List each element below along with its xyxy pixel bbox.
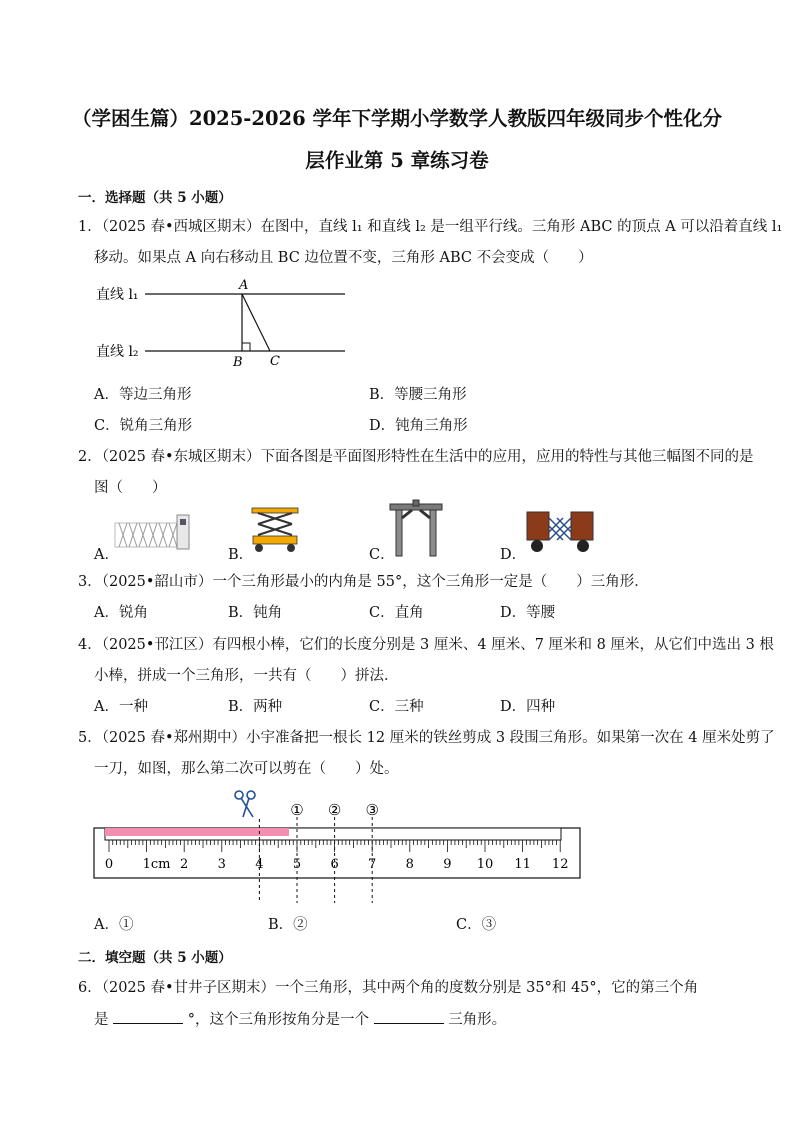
- ruler-circle-mark: ③: [365, 801, 379, 819]
- section-heading-fill: 二．填空题（共 5 小题）: [78, 950, 232, 966]
- page-title-line1: （学困生篇）2025-2026 学年下学期小学数学人教版四年级同步个性化分: [72, 107, 722, 130]
- ruler-number: 5: [292, 857, 302, 872]
- ruler-number: 1cm: [142, 857, 171, 872]
- ruler-number: 6: [330, 857, 339, 872]
- q1-text-line2: 移动。如果点 A 向右移动且 BC 边位置不变，三角形 ABC 不会变成（ ）: [94, 250, 593, 266]
- q5-ruler-figure: [90, 785, 590, 905]
- truck-fence-image: [525, 506, 595, 554]
- q4-text-line1: 4．（2025•邗江区）有四根小棒，它们的长度分别是 3 厘米、4 厘米、7 厘米和 8 厘米，从它们中选出 3 根: [78, 637, 774, 653]
- q2-option-d[interactable]: D．: [500, 547, 527, 563]
- ruler-number: 4: [255, 857, 264, 872]
- q4-option-d[interactable]: D．四种: [500, 699, 556, 715]
- ruler-number: 9: [443, 857, 452, 872]
- q1-parallel-lines-figure: [90, 276, 360, 371]
- ruler-number: 10: [476, 857, 494, 872]
- q2-option-a[interactable]: A．: [94, 547, 119, 563]
- q4-option-b[interactable]: B．两种: [228, 699, 283, 715]
- q6-text-line2-end: 三角形。: [448, 1012, 507, 1028]
- q6-text-line2-mid: °，这个三角形按角分是一个: [187, 1012, 369, 1028]
- q4-option-a[interactable]: A．一种: [94, 699, 148, 715]
- q1-option-c[interactable]: C．锐角三角形: [94, 418, 193, 434]
- q4-text-line2: 小棒，拼成一个三角形，一共有（ ）拼法．: [94, 668, 399, 684]
- q3-text-line1: 3．（2025•韶山市）一个三角形最小的内角是 55°，这个三角形一定是（ ）三角形．: [78, 574, 649, 590]
- ruler-number: 12: [551, 857, 569, 872]
- ruler-circle-mark: ①: [290, 801, 304, 819]
- folding-gate-image: [115, 515, 193, 551]
- q5-option-c[interactable]: C．③: [456, 917, 497, 933]
- section-heading-choice: 一．选择题（共 5 小题）: [78, 190, 232, 206]
- q2-option-c[interactable]: C．: [369, 547, 395, 563]
- q1-label-c: C: [270, 354, 280, 369]
- ruler-circle-mark: ②: [327, 801, 342, 819]
- ruler-number: 0: [104, 857, 114, 872]
- wooden-frame-image: [390, 500, 442, 556]
- q2-text-line2: 图（ ）: [94, 480, 167, 496]
- q1-label-l2: 直线 l₂: [96, 344, 139, 360]
- q6-text-line1: 6．（2025 春•甘井子区期末）一个三角形，其中两个角的度数分别是 35°和 45°，它的第三个角: [78, 980, 699, 996]
- q1-option-d[interactable]: D．钝角三角形: [369, 418, 468, 434]
- q1-label-a: A: [239, 278, 249, 293]
- q2-text-line1: 2．（2025 春•东城区期末）下面各图是平面图形特性在生活中的应用，应用的特性与其他三幅图不同的是: [78, 449, 754, 465]
- page-title-line2: 层作业第 5 章练习卷: [305, 149, 489, 172]
- q4-option-c[interactable]: C．三种: [369, 699, 424, 715]
- q1-text-line1: 1．（2025 春•西城区期末）在图中，直线 l₁ 和直线 l₂ 是一组平行线。三角形 ABC 的顶点 A 可以沿着直线 l₁: [78, 219, 783, 235]
- q1-option-b[interactable]: B．等腰三角形: [369, 387, 467, 403]
- q6-text-line2: [94, 1008, 506, 1029]
- ruler-number: 8: [405, 857, 414, 872]
- q1-label-b: B: [233, 355, 243, 370]
- q6-text-line2-start: 是: [94, 1012, 109, 1028]
- q1-label-l1: 直线 l₁: [96, 287, 139, 303]
- q3-option-d[interactable]: D．等腰: [500, 605, 556, 621]
- ruler-number: 2: [180, 857, 189, 872]
- q3-option-b[interactable]: B．钝角: [228, 605, 283, 621]
- q2-option-b[interactable]: B．: [228, 547, 254, 563]
- q5-text-line2: 一刀，如图，那么第二次可以剪在（ ）处。: [94, 761, 399, 777]
- ruler-number: 11: [514, 857, 531, 872]
- q3-option-c[interactable]: C．直角: [369, 605, 424, 621]
- ruler-number: 7: [368, 857, 377, 872]
- q6-blank-type[interactable]: [374, 1009, 444, 1024]
- q5-text-line1: 5．（2025 春•郑州期中）小宇准备把一根长 12 厘米的铁丝剪成 3 段围三角形。如果第一次在 4 厘米处剪了: [78, 730, 775, 746]
- scissor-lift-image: [250, 508, 300, 554]
- q6-blank-angle[interactable]: [113, 1009, 183, 1024]
- q5-option-b[interactable]: B．②: [268, 917, 308, 933]
- ruler-number: 3: [217, 857, 226, 872]
- q3-option-a[interactable]: A．锐角: [94, 605, 148, 621]
- q5-option-a[interactable]: A．①: [94, 917, 134, 933]
- scissors-icon: [235, 791, 255, 817]
- q1-option-a[interactable]: A．等边三角形: [94, 387, 192, 403]
